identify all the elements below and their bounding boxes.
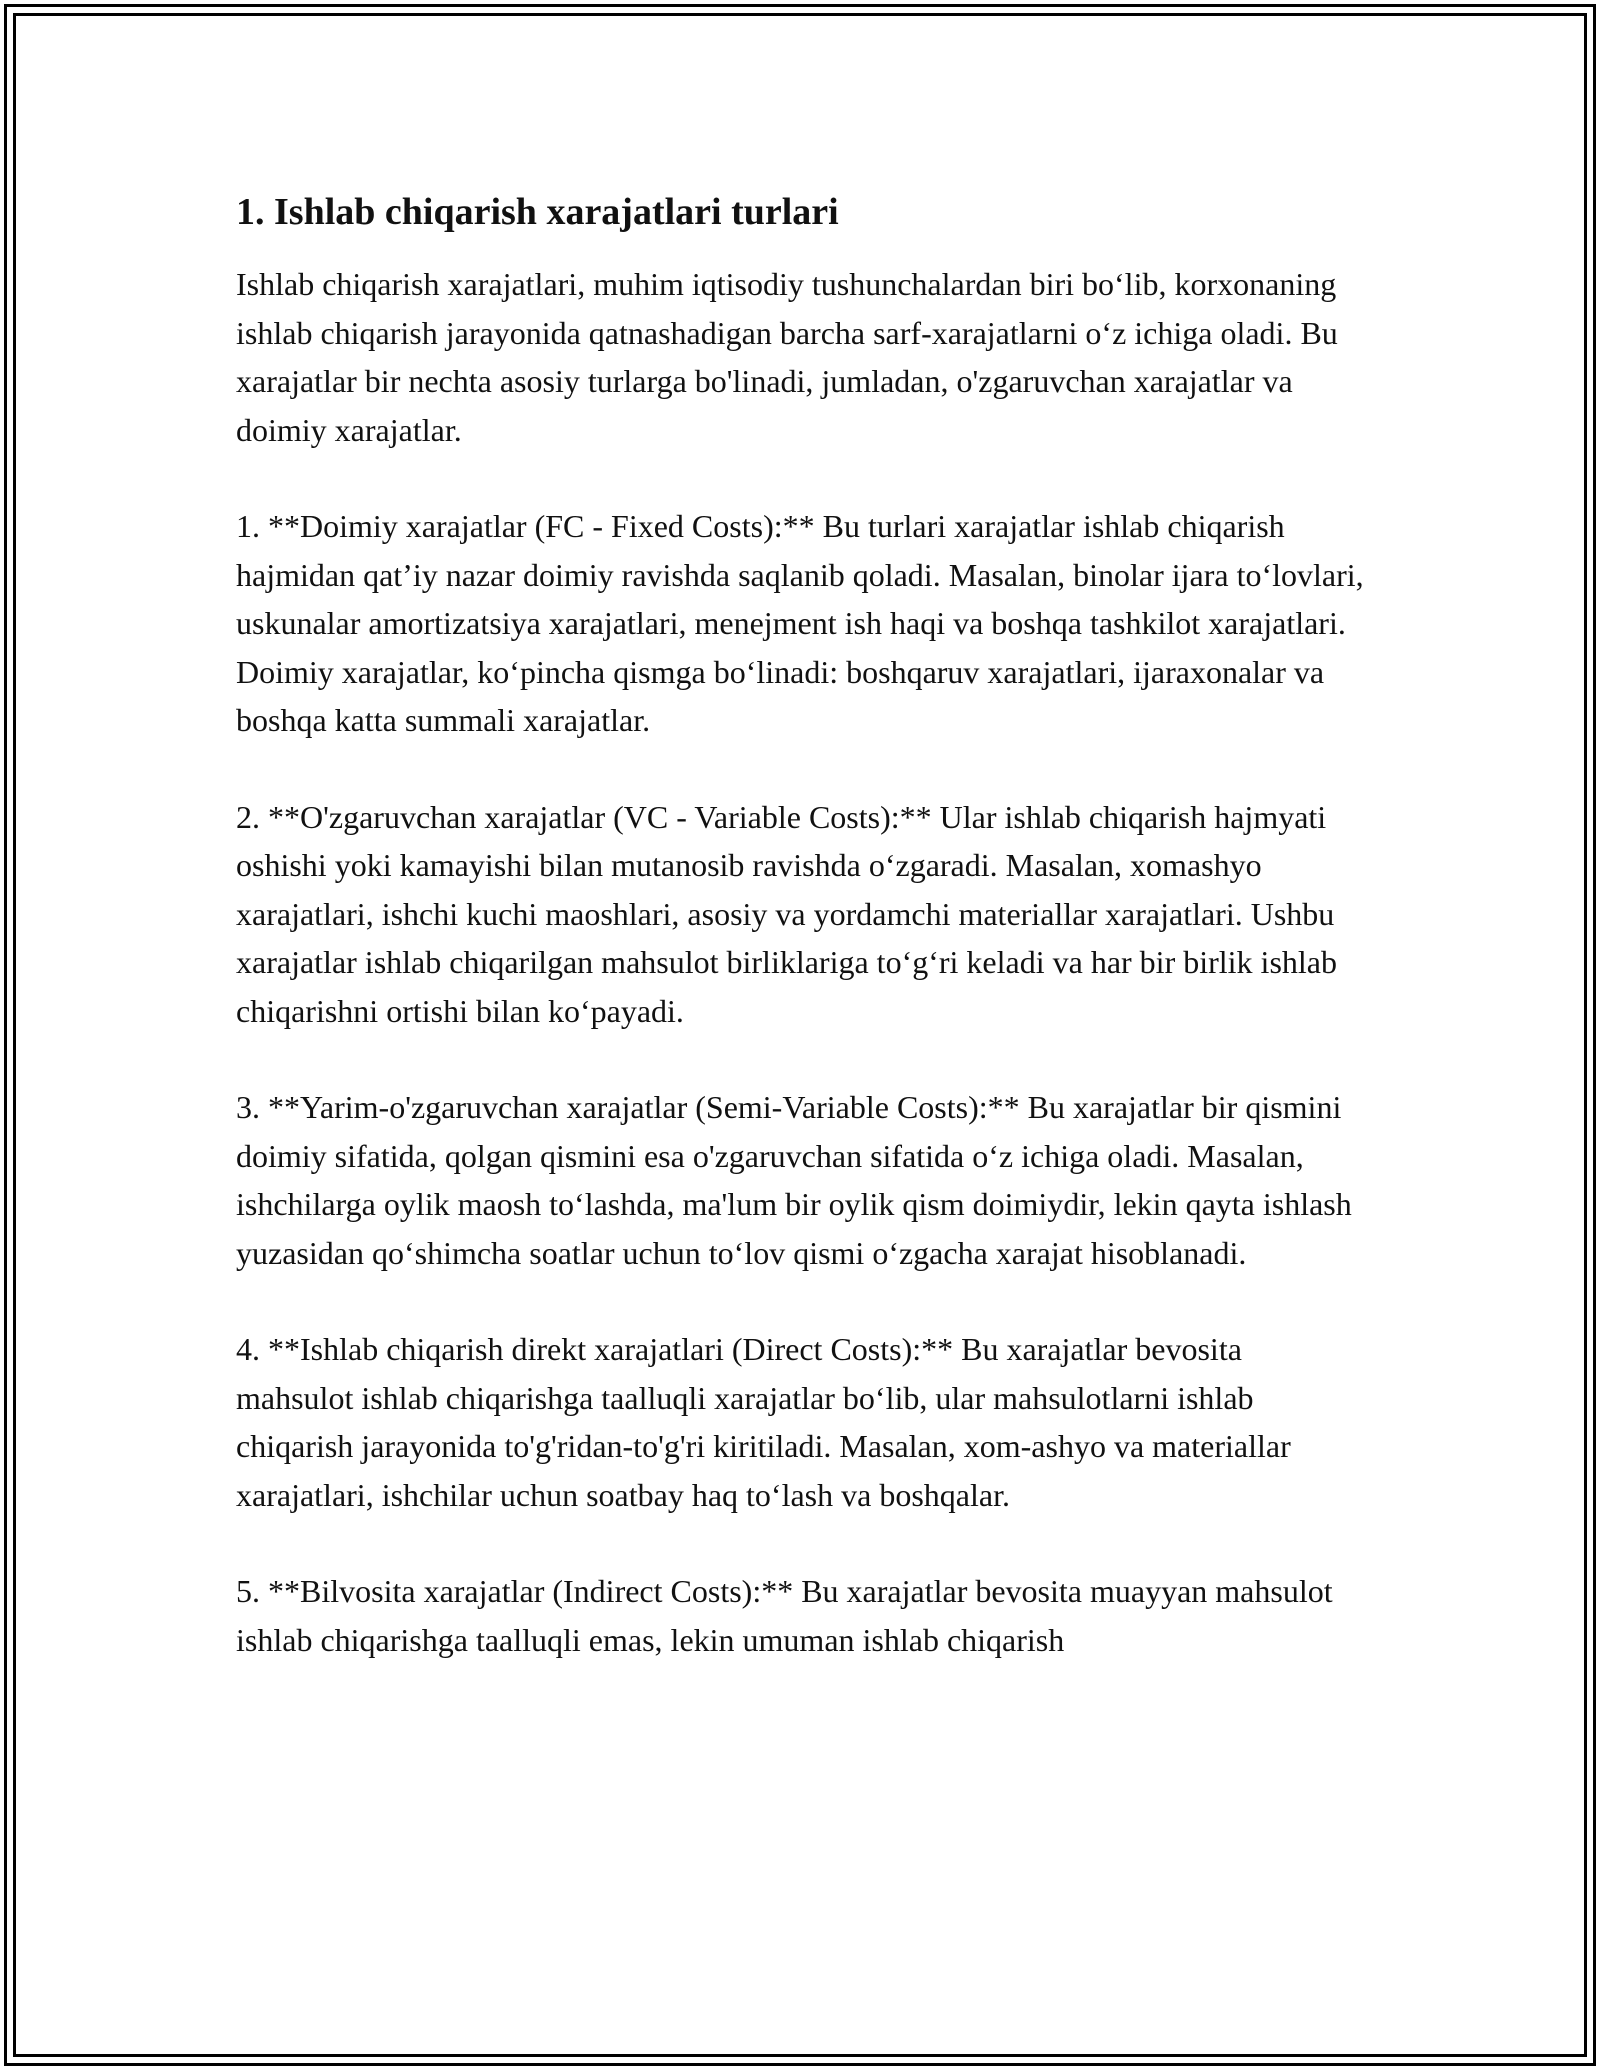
semi-variable-costs-paragraph: 3. **Yarim-o'zgaruvchan xarajatlar (Semi-Variable Costs):** Bu xarajatlar bir qismini doimiy sifatida, qolgan qismini esa o'zgaruvchan sifatida o‘z ichiga oladi. Masalan, ishchilarga oylik maosh to‘lashda, ma'lum bir oylik qism doimiydir, lekin qayta ishlash yuzasidan qo‘shimcha soatlar uchun to‘lov qismi o‘zgacha xarajat hisoblanadi. [236,1089,1352,1271]
intro-paragraph: Ishlab chiqarish xarajatlari, muhim iqtisodiy tushunchalardan biri bo‘lib, korxonaning ishlab chiqarish jarayonida qatnashadigan barcha sarf-xarajatlarni o‘z ichiga oladi. Bu xarajatlar bir nechta asosiy turlarga bo'linadi, jumladan, o'zgaruvchan xarajatlar va doimiy xarajatlar. [236,266,1338,448]
document-heading: 1. Ishlab chiqarish xarajatlari turlari [236,191,839,233]
variable-costs-paragraph: 2. **O'zgaruvchan xarajatlar (VC - Variable Costs):** Ular ishlab chiqarish hajmyati oshishi yoki kamayishi bilan mutanosib ravishda o‘zgaradi. Masalan, xomashyo xarajatlari, ishchi kuchi maoshlari, asosiy va yordamchi materiallar xarajatlari. Ushbu xarajatlar ishlab chiqarilgan mahsulot birliklariga to‘g‘ri keladi va har bir birlik ishlab chiqarishni ortishi bilan ko‘payadi. [236,798,1337,1029]
document-body [236,188,1366,1664]
fixed-costs-paragraph: 1. **Doimiy xarajatlar (FC - Fixed Costs):** Bu turlari xarajatlar ishlab chiqarish hajmidan qat’iy nazar doimiy ravishda saqlanib qoladi. Masalan, binolar ijara to‘lovlari, uskunalar amortizatsiya xarajatlari, menejment ish haqi va boshqa tashkilot xarajatlari. Doimiy xarajatlar, ko‘pincha qismga bo‘linadi: boshqaruv xarajatlari, ijaraxonalar va boshqa katta summali xarajatlar. [236,508,1364,738]
indirect-costs-paragraph: 5. **Bilvosita xarajatlar (Indirect Costs):** Bu xarajatlar bevosita muayyan mahsulot ishlab chiqarishga taalluqli emas, lekin umuman ishlab chiqarish [236,1573,1333,1658]
direct-costs-paragraph: 4. **Ishlab chiqarish direkt xarajatlari (Direct Costs):** Bu xarajatlar bevosita mahsulot ishlab chiqarishga taalluqli xarajatlar bo‘lib, ular mahsulotlarni ishlab chiqarish jarayonida to'g'ridan-to'g'ri kiritiladi. Masalan, xom-ashyo va materiallar xarajatlari, ishchilar uchun soatbay haq to‘lash va boshqalar. [236,1331,1291,1513]
